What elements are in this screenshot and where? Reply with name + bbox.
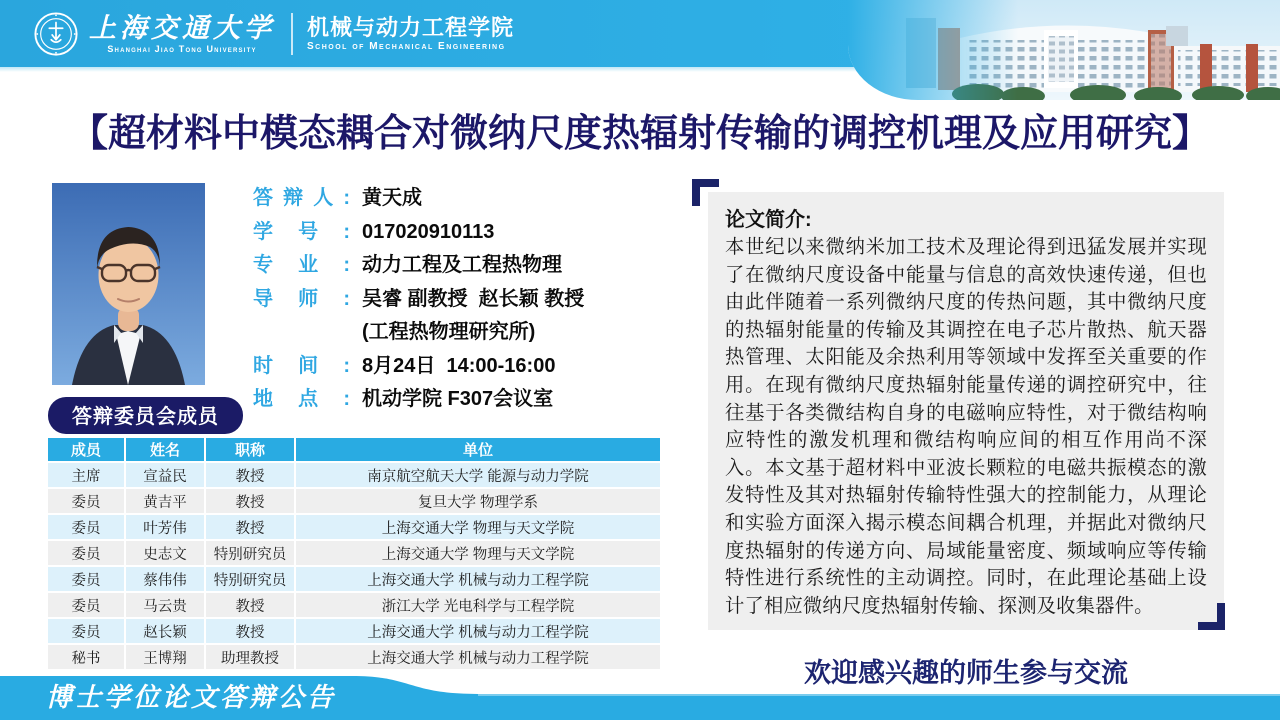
committee-cell: 叶芳伟 [126,515,204,539]
committee-cell: 马云贵 [126,593,204,617]
header [0,0,514,67]
info-value: 017020910113 [362,220,495,243]
candidate-photo-illustration [52,183,205,385]
committee-column-header: 成员 [48,438,124,461]
committee-cell: 委员 [48,619,124,643]
committee-row [48,645,660,669]
header-divider [291,13,293,55]
committee-cell: 主席 [48,463,124,487]
info-label: 时间: [253,354,350,377]
committee-cell: 南京航空航天大学 能源与动力学院 [296,463,660,487]
campus-photo-illustration [848,0,1280,100]
info-label: 导师: [253,287,350,310]
committee-cell: 教授 [206,489,294,513]
committee-cell: 教授 [206,593,294,617]
info-value: (工程热物理研究所) [362,321,536,343]
committee-cell: 赵长颖 [126,619,204,643]
committee-cell: 上海交通大学 机械与动力工程学院 [296,567,660,591]
committee-row [48,593,660,617]
committee-cell: 宣益民 [126,463,204,487]
school-name-block [307,15,514,52]
university-name-block [89,14,275,54]
info-label [253,316,350,350]
info-value: 黄天成 [362,187,422,209]
university-seal-icon [33,11,79,57]
committee-cell: 秘书 [48,645,124,669]
committee-cell: 上海交通大学 机械与动力工程学院 [296,645,660,669]
committee-cell: 复旦大学 物理学系 [296,489,660,513]
campus-photo [848,0,1280,100]
info-value: 吴睿 副教授 赵长颖 教授 [362,287,585,310]
university-name-cn: 上海交通大学 [89,12,275,44]
candidate-info-row [253,249,584,283]
committee-cell: 上海交通大学 机械与动力工程学院 [296,619,660,643]
committee-cell: 委员 [48,489,124,513]
info-label: 专业: [253,254,350,276]
committee-cell: 委员 [48,541,124,565]
committee-cell: 上海交通大学 物理与天文学院 [296,515,660,539]
committee-cell: 蔡伟伟 [126,567,204,591]
committee-row [48,489,660,513]
info-value: 机动学院 F307会议室 [362,388,554,410]
info-value: 动力工程及工程热物理 [362,254,562,276]
committee-column-header: 姓名 [126,438,204,461]
corner-bracket-top-left-icon [692,179,719,206]
info-value: 8月24日 14:00-16:00 [362,354,556,377]
committee-column-header: 职称 [206,438,294,461]
school-name-cn: 机械与动力工程学院 [307,15,515,40]
committee-header-row [48,438,660,461]
committee-cell: 教授 [206,515,294,539]
abstract-panel [708,192,1224,630]
committee-cell: 上海交通大学 物理与天文学院 [296,541,660,565]
thesis-title: 【超材料中模态耦合对微纳尺度热辐射传输的调控机理及应用研究】 [69,113,1210,155]
committee-cell: 委员 [48,593,124,617]
university-name-en: Shanghai Jiao Tong University [107,43,257,54]
committee-table [46,436,662,671]
committee-cell: 王博翔 [126,645,204,669]
committee-cell: 教授 [206,619,294,643]
banner-title: 博士学位论文答辩公告 [46,683,337,713]
committee-cell: 委员 [48,515,124,539]
committee-cell: 教授 [206,463,294,487]
info-label: 学号: [253,220,350,243]
committee-row [48,619,660,643]
committee-cell: 浙江大学 光电科学与工程学院 [296,593,660,617]
candidate-info-row [253,350,584,384]
committee-row [48,515,660,539]
invite-message: 欢迎感兴趣的师生参与交流 [804,658,1128,688]
committee-cell: 助理教授 [206,645,294,669]
info-label: 地点: [253,388,350,410]
committee-cell: 特别研究员 [206,541,294,565]
candidate-photo [52,183,205,385]
committee-badge: 答辩委员会成员 [48,397,243,434]
candidate-info-row [253,182,584,216]
committee-cell: 委员 [48,567,124,591]
committee-row [48,567,660,591]
committee-row [48,463,660,487]
committee-column-header: 单位 [296,438,660,461]
info-label: 答辩人: [253,187,350,209]
corner-bracket-bottom-right-icon [1198,603,1225,630]
candidate-info-row [253,216,584,250]
candidate-info-list [253,182,584,417]
candidate-info-row [253,383,584,417]
committee-cell: 特别研究员 [206,567,294,591]
committee-cell: 黄吉平 [126,489,204,513]
school-name-en: School of Mechanical Engineering [307,41,506,52]
candidate-info-row [253,316,584,350]
abstract-body: 本世纪以来微纳米加工技术及理论得到迅猛发展并实现了在微纳尺度设备中能量与信息的高效快速传递，但也由此伴随着一系列微纳尺度的传热问题，其中微纳尺度的热辐射能量的传输及其调控在电子芯片散热、航天器热管理、太阳能及余热利用等领域中发挥至关重要的作用。在现有微纳尺度热辐射能量传递的调控研究中，往往基于各类微结构自身的电磁响应特性，对于微结构响应特性的激发机理和微结构响应间的相互作用尚不深入。本文基于超材料中亚波长颗粒的电磁共振模态的激发特性及其对热辐射传输特性强大的控制能力，从理论和实验方面深入揭示模态间耦合机理，并据此对微纳尺度热辐射的传递方向、局域能量密度、频域响应等传输特性进行系统性的主动调控。同时，在此理论基础上设计了相应微纳尺度热辐射传输、探测及收集器件。 [725,237,1207,617]
committee-row [48,541,660,565]
committee-cell: 史志文 [126,541,204,565]
abstract-heading: 论文简介: [725,209,812,231]
candidate-info-row [253,283,584,317]
